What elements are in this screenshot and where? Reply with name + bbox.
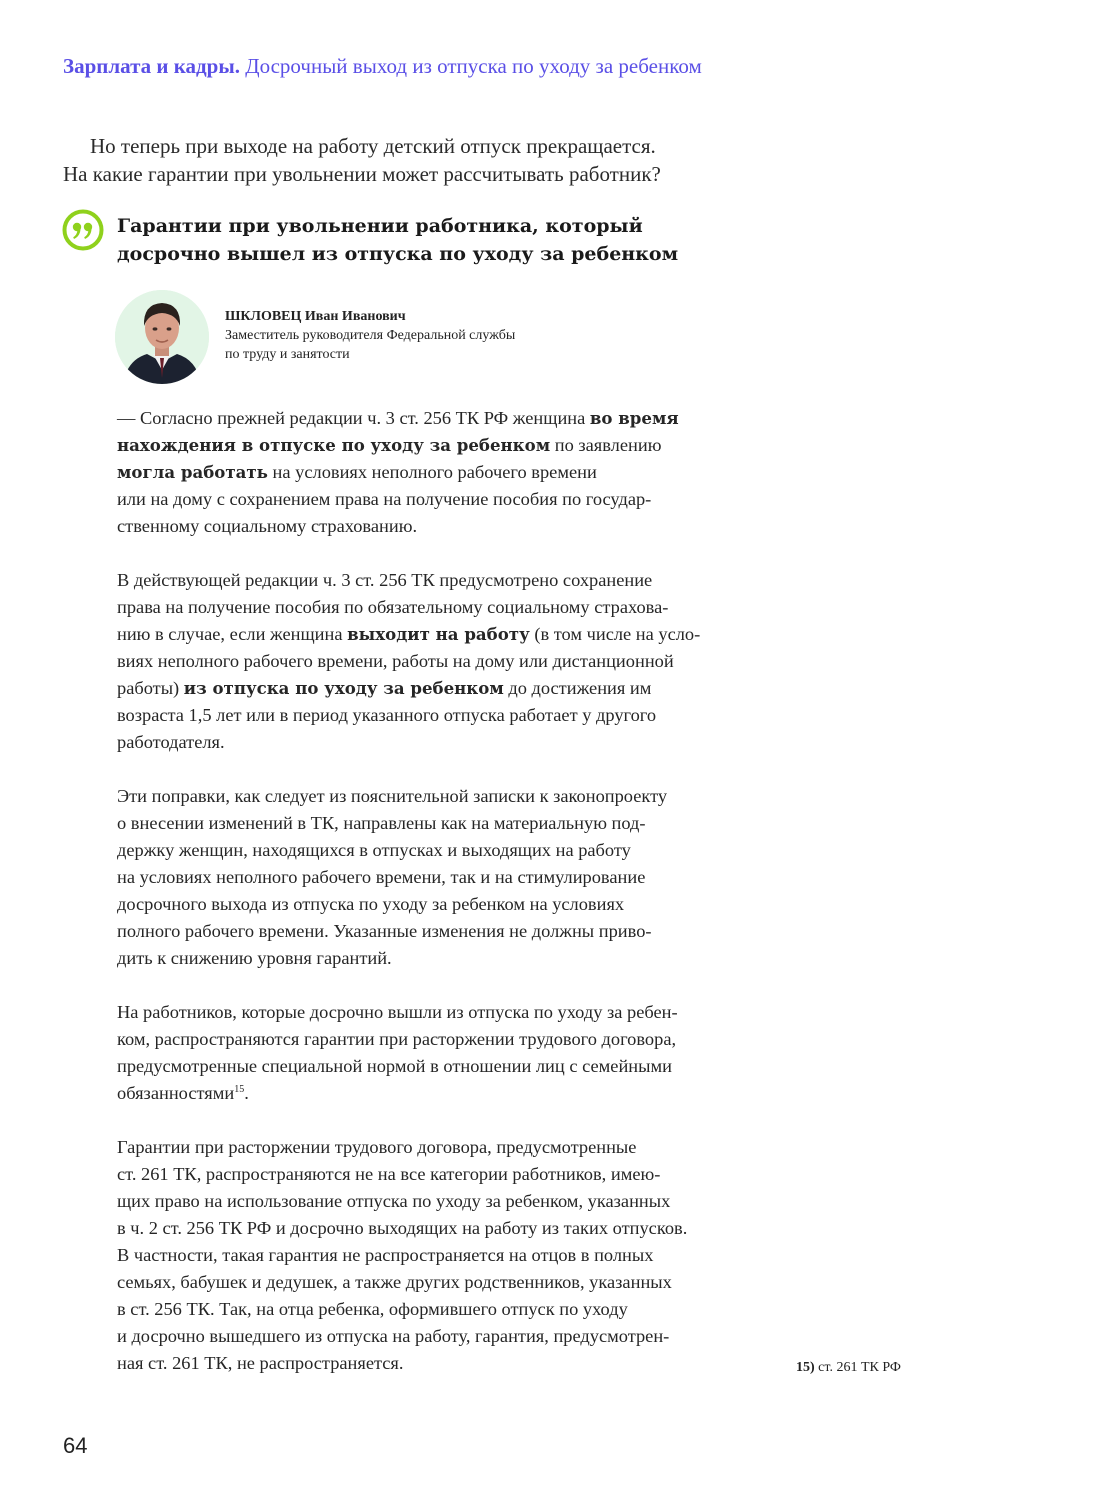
body-line [117,432,757,459]
page-number: 64 [63,1433,88,1458]
body-line: В частности, такая гарантия не распространяется на отцов в полных [117,1245,654,1265]
emphasis: во время [589,408,679,428]
body-line [117,675,757,702]
text-run: по заявлению [550,435,662,455]
body-line: полного рабочего времени. Указанные изменения не должны приво- [117,921,652,941]
body-line: дить к снижению уровня гарантий. [117,948,392,968]
body-line: в ч. 2 ст. 256 ТК РФ и досрочно выходящих на работу из таких отпусков. [117,1218,688,1238]
section-name: Зарплата и кадры. [63,54,241,78]
running-head [63,54,702,79]
text-run: до достижения им [503,678,652,698]
lead-question [63,132,763,188]
body-line [117,405,757,432]
body-line: ст. 261 ТК, распространяются не на все категории работников, имею- [117,1164,661,1184]
text-run: на условиях неполного рабочего времени [267,462,597,482]
article-title: Досрочный выход из отпуска по уходу за ребенком [245,54,702,78]
footnote-number: 15) [796,1360,815,1375]
body-line: ственному социальному страхованию. [117,516,418,536]
body-line: Эти поправки, как следует из пояснительной записки к законопроекту [117,786,668,806]
text-run: . [244,1083,249,1103]
body-line: В действующей редакции ч. 3 ст. 256 ТК предусмотрено сохранение [117,570,653,590]
article-body [117,405,757,1404]
footnote-text: ст. 261 ТК РФ [814,1360,901,1375]
body-line: На работников, которые досрочно вышли из отпуска по уходу за ребен- [117,1002,678,1022]
emphasis: нахождения в отпуске по уходу за ребенком [117,435,551,455]
body-line: и досрочно вышедшего из отпуска на работу, гарантия, предусмотрен- [117,1326,670,1346]
body-line: права на получение пособия по обязательному социальному страхова- [117,597,669,617]
text-run: (в том числе на усло- [529,624,701,644]
body-line [117,621,757,648]
body-line: щих право на использование отпуска по уходу за ребенком, указанных [117,1191,671,1211]
expert-avatar [115,290,209,384]
body-line: виях неполного рабочего времени, работы на дому или дистанционной [117,651,674,671]
body-line: ком, распространяются гарантии при расторжении трудового договора, [117,1029,677,1049]
paragraph [117,567,757,756]
body-line: предусмотренные специальной нормой в отношении лиц с семейными [117,1056,672,1076]
rubric-line: Гарантии при увольнении работника, который [117,215,643,237]
body-line: семьях, бабушек и дедушек, а также других родственников, указанных [117,1272,672,1292]
emphasis: из отпуска по уходу за ребенком [183,678,504,698]
text-run: нию в случае, если женщина [117,624,348,644]
lead-line: На какие гарантии при увольнении может рассчитывать работник? [63,162,661,186]
body-line: на условиях неполного рабочего времени, так и на стимулирование [117,867,646,887]
body-line: в ст. 256 ТК. Так, на отца ребенка, оформившего отпуск по уходу [117,1299,628,1319]
text-run: работы) [117,678,184,698]
body-line: возраста 1,5 лет или в период указанного отпуска работает у другого [117,705,657,725]
expert-position: по труду и занятости [225,347,350,362]
paragraph [117,405,757,540]
body-line [117,1080,757,1107]
expert-name: ШКЛОВЕЦ Иван Иванович [225,309,406,324]
body-line: или на дому с сохранением права на получение пособия по государ- [117,489,652,509]
body-line: досрочного выхода из отпуска по уходу за ребенком на условиях [117,894,625,914]
body-line: держку женщин, находящихся в отпусках и выходящих на работу [117,840,631,860]
expert-info [225,307,515,364]
paragraph [117,999,757,1107]
rubric-line: досрочно вышел из отпуска по уходу за ребенком [117,243,679,265]
body-line: о внесении изменений в ТК, направлены как на материальную под- [117,813,646,833]
footnote-ref[interactable]: 15 [234,1083,245,1095]
body-line: работодателя. [117,732,225,752]
footnote [796,1360,901,1376]
text-run: обязанностями [117,1083,235,1103]
body-line [117,459,757,486]
text-run: — Согласно прежней редакции ч. 3 ст. 256 ТК РФ женщина [117,408,590,428]
body-line: Гарантии при расторжении трудового договора, предусмотренные [117,1137,637,1157]
paragraph [117,783,757,972]
body-line: ная ст. 261 ТК, не распространяется. [117,1353,404,1373]
emphasis: выходит на работу [347,624,530,644]
emphasis: могла работать [117,462,268,482]
lead-line: Но теперь при выходе на работу детский отпуск прекращается. [90,134,656,158]
paragraph [117,1134,757,1377]
rubric-heading [117,212,757,268]
expert-position: Заместитель руководителя Федеральной службы [225,328,516,343]
quote-icon [62,209,104,251]
